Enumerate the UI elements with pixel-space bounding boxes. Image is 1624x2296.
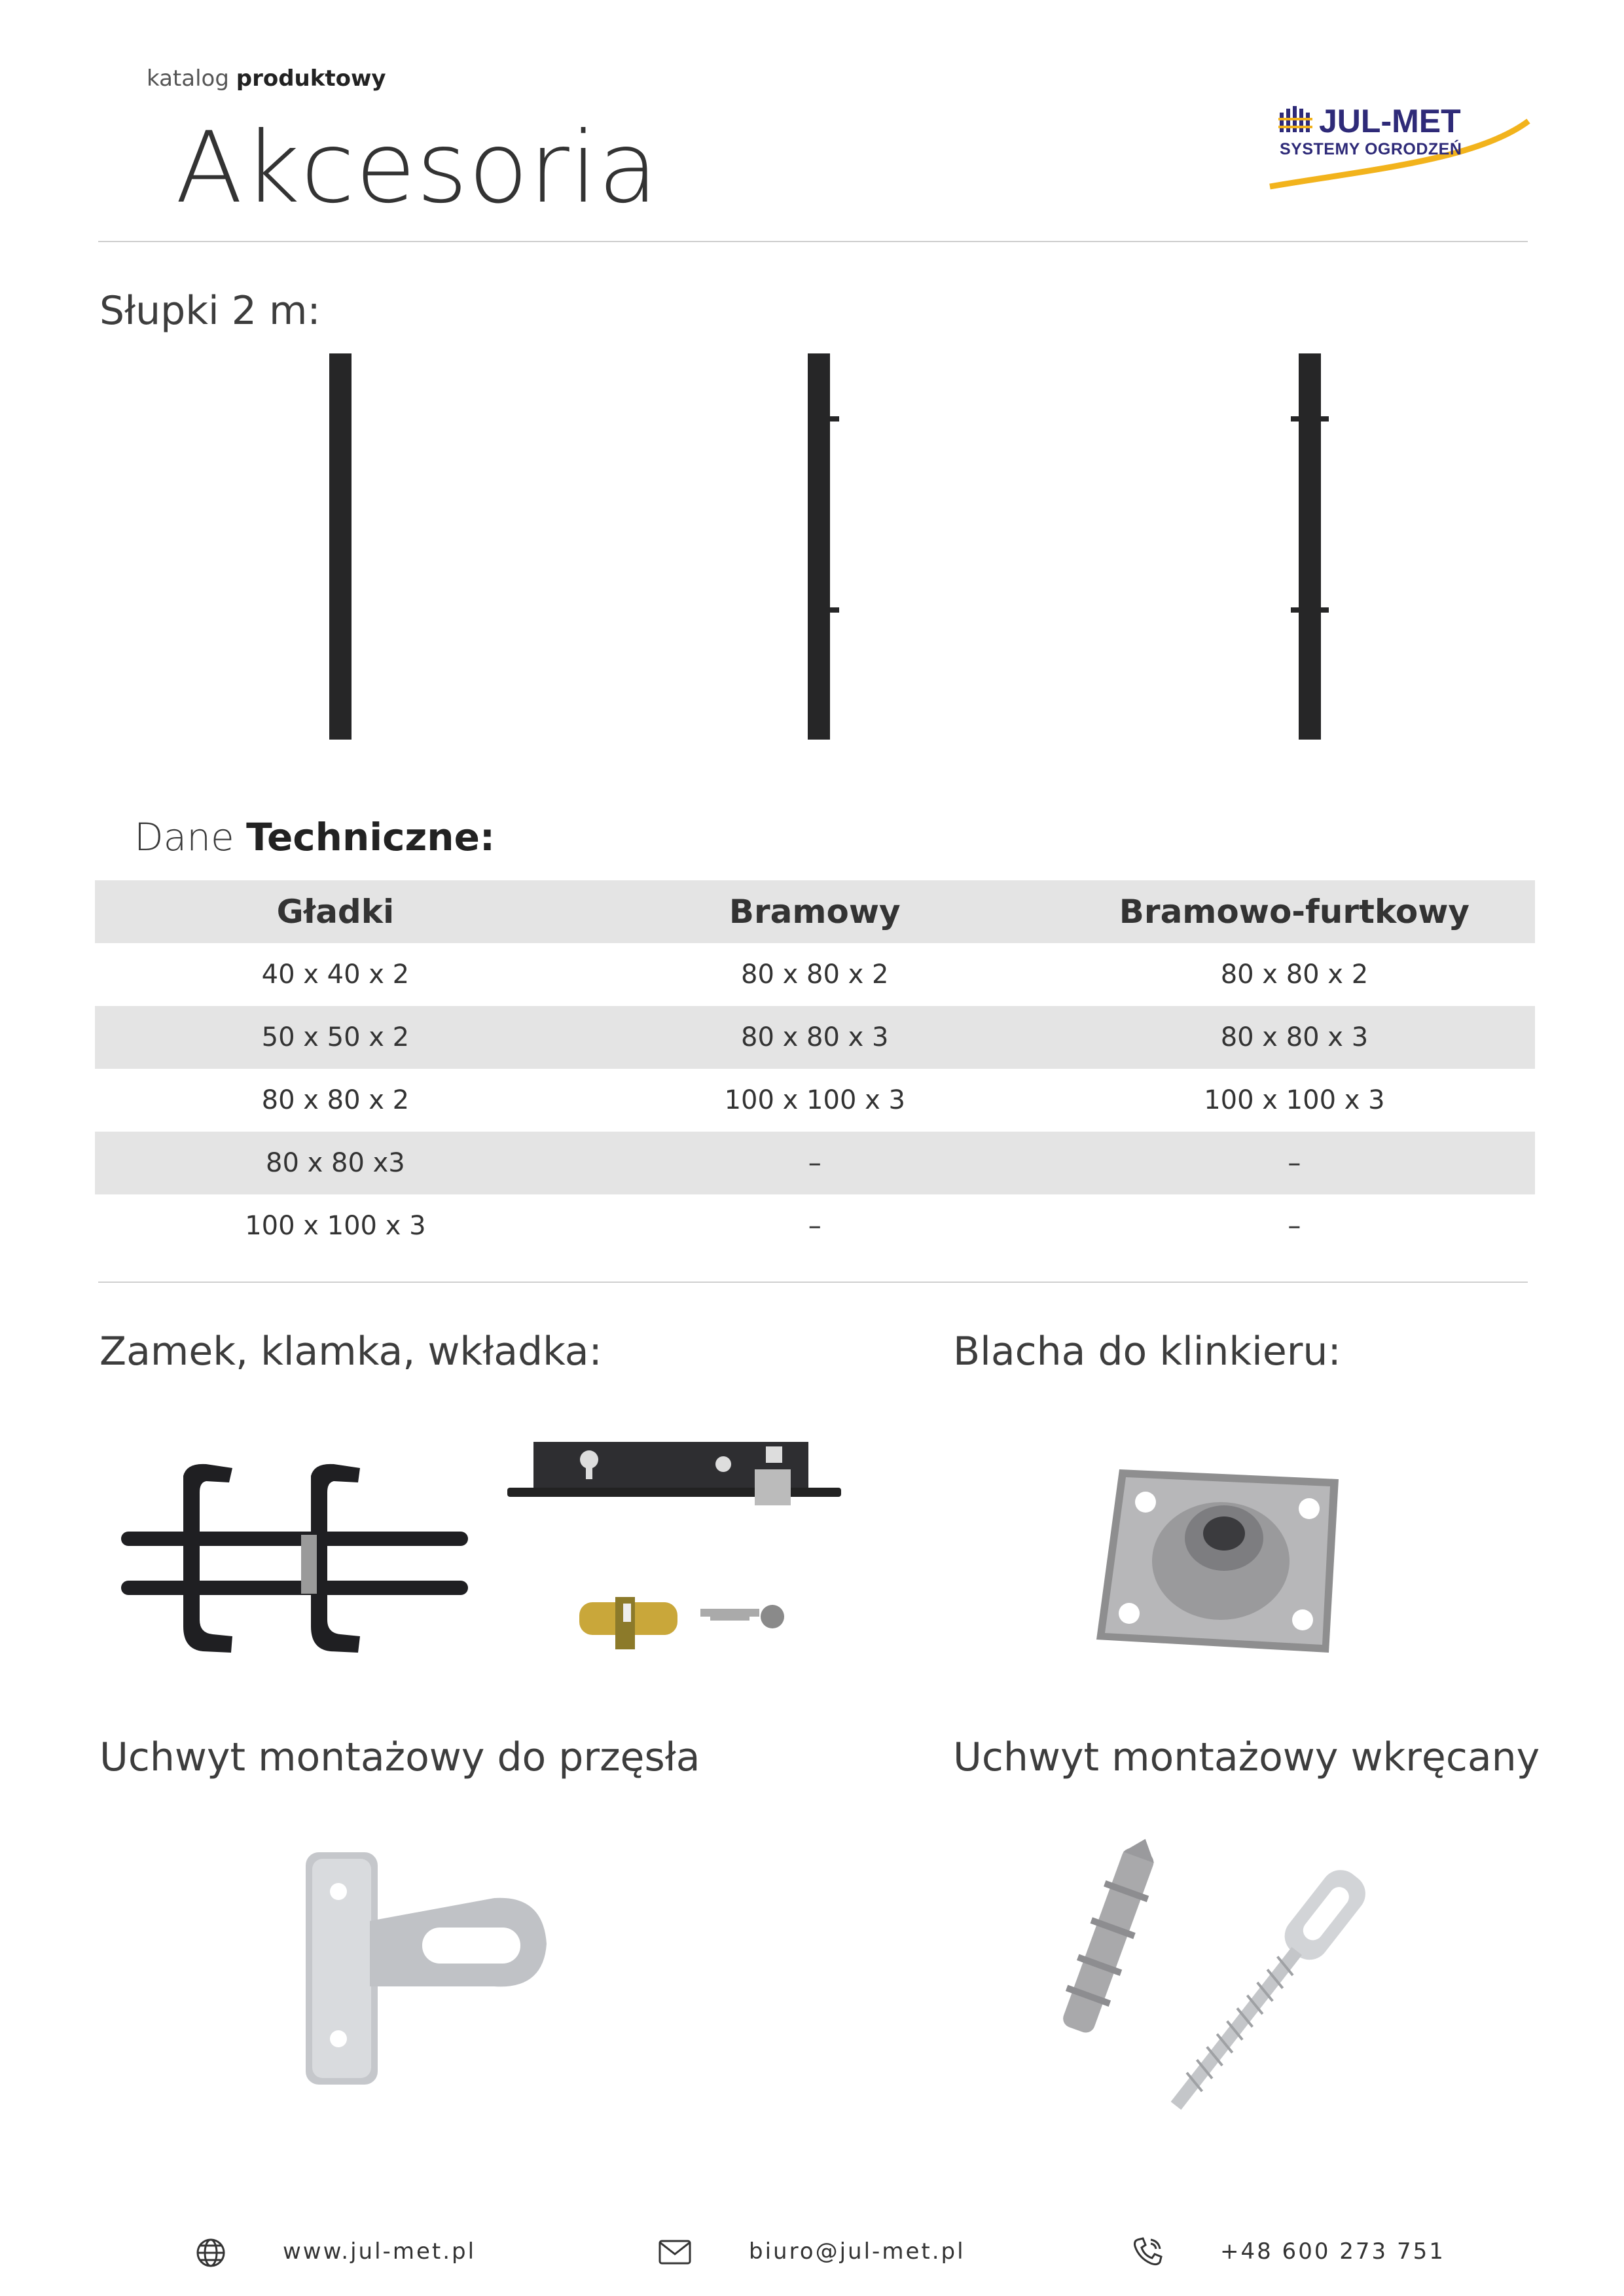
page-title: Akcesoria xyxy=(175,111,659,225)
span-bracket-section-title: Uchwyt montażowy do przęsła xyxy=(99,1734,700,1780)
table-row xyxy=(95,1069,1535,1132)
company-logo xyxy=(1267,98,1535,196)
post-gate-bracket-bottom xyxy=(830,607,839,613)
table-cell: 40 x 40 x 2 xyxy=(261,960,410,990)
table-cell: 50 x 50 x 2 xyxy=(95,1006,576,1069)
table-cell: 80 x 80 x 3 xyxy=(1054,1006,1535,1069)
table-row xyxy=(95,1132,1535,1194)
post-gate-wicket xyxy=(1299,353,1321,740)
table-cell: – xyxy=(808,1211,821,1241)
table-row xyxy=(95,1194,1535,1257)
kicker-bold: produktowy xyxy=(236,65,386,92)
table-row xyxy=(95,1006,1535,1069)
lock-section-title: Zamek, klamka, wkładka: xyxy=(99,1329,602,1374)
table-cell: 80 x 80 x 3 xyxy=(576,1006,1054,1069)
post-gw-bracket-top xyxy=(1291,416,1329,422)
posts-section-title: Słupki 2 m: xyxy=(99,288,321,334)
clinker-plate-image xyxy=(1093,1463,1355,1659)
column-header-bramowy: Bramowy xyxy=(576,880,1054,943)
table-cell: – xyxy=(576,1132,1054,1194)
logo-brand: JUL-MET xyxy=(1319,103,1461,139)
globe-icon xyxy=(195,2237,226,2269)
table-cell: 100 x 100 x 3 xyxy=(724,1085,905,1115)
table-row xyxy=(95,943,1535,1006)
table-cell: 80 x 80 x 2 xyxy=(741,960,889,990)
post-plain xyxy=(329,353,352,740)
mortise-lock-image xyxy=(507,1437,848,1528)
tech-label-light: Dane xyxy=(134,815,234,859)
tech-label-bold: Techniczne: xyxy=(246,815,496,859)
table-cell: – xyxy=(1288,1211,1301,1241)
column-header-bramowo-furtkowy: Bramowo-furtkowy xyxy=(1054,880,1535,943)
lock-cylinder-image xyxy=(576,1590,812,1662)
door-handle-image xyxy=(115,1456,475,1685)
table-divider xyxy=(98,1282,1528,1283)
tech-table-header-row xyxy=(95,880,1535,943)
screw-bracket-image xyxy=(1031,1833,1398,2147)
footer-email[interactable]: biuro@jul-met.pl xyxy=(749,2238,965,2265)
table-cell: 100 x 100 x 3 xyxy=(1204,1085,1385,1115)
post-gate-bracket-top xyxy=(830,416,839,422)
tech-table xyxy=(95,880,1535,1257)
table-cell: 80 x 80 x 2 xyxy=(261,1085,410,1115)
panel-bracket-image xyxy=(298,1846,560,2094)
table-cell: 100 x 100 x 3 xyxy=(245,1211,426,1241)
footer-phone[interactable]: +48 600 273 751 xyxy=(1220,2238,1445,2265)
column-header-gladki: Gładki xyxy=(95,880,576,943)
table-cell: – xyxy=(1054,1132,1535,1194)
post-gate xyxy=(808,353,830,740)
logo-tagline: SYSTEMY OGRODZEŃ xyxy=(1280,140,1462,158)
phone-icon xyxy=(1131,2236,1164,2269)
mail-icon xyxy=(659,2240,691,2265)
header-divider xyxy=(98,241,1528,242)
post-gw-bracket-bottom xyxy=(1291,607,1329,613)
screw-bracket-section-title: Uchwyt montażowy wkręcany xyxy=(953,1734,1540,1780)
table-cell: 80 x 80 x 2 xyxy=(1220,960,1369,990)
footer-website[interactable]: www.jul-met.pl xyxy=(283,2238,477,2265)
tech-data-label xyxy=(134,815,495,859)
plate-section-title: Blacha do klinkieru: xyxy=(953,1329,1341,1374)
table-cell: 80 x 80 x3 xyxy=(95,1132,576,1194)
catalog-kicker xyxy=(147,65,386,92)
kicker-light: katalog xyxy=(147,65,229,92)
